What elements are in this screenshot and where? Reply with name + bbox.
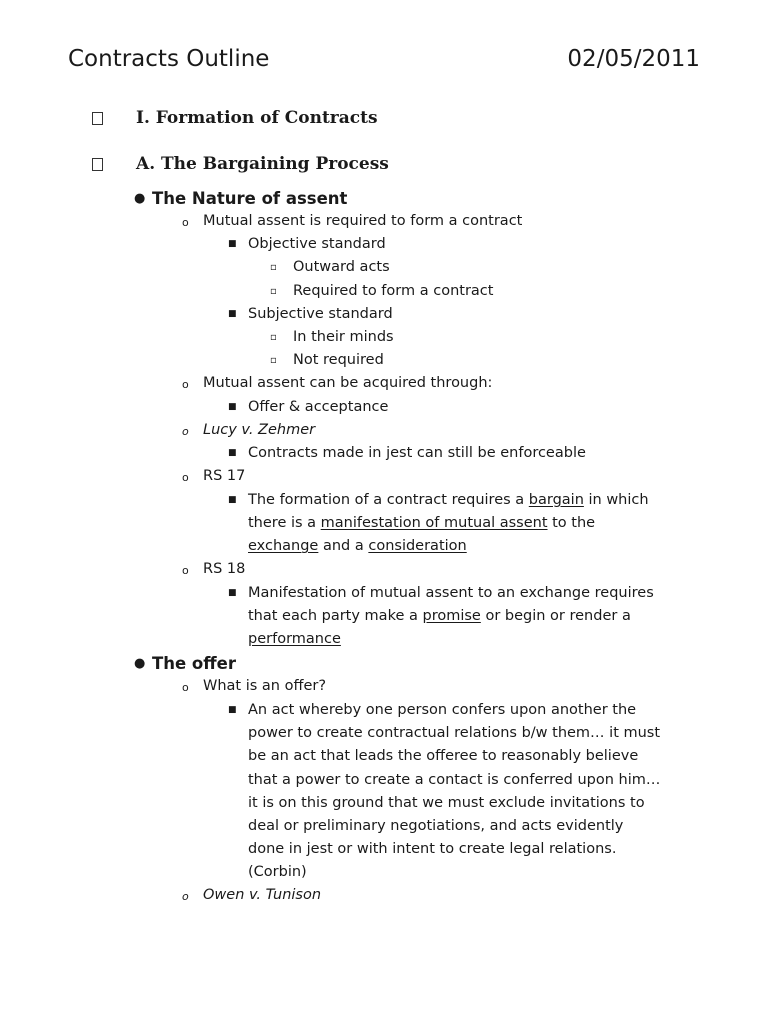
outline-item: o What is an offer? [182, 675, 326, 699]
checkbox-icon [92, 112, 103, 125]
section-heading-bargaining: A. The Bargaining Process [90, 154, 389, 174]
outline-item: o Mutual assent can be acquired through: [182, 372, 492, 396]
section-heading-formation: I. Formation of Contracts [90, 108, 378, 128]
bullet-disc-icon: ● [134, 656, 146, 671]
bullet-circle-icon: o [182, 216, 189, 229]
outline-item-offer-definition: ■ An act whereby one person confers upon another the power to create contractual relations b/w them… it must be an act that leads the offeree to reasonably believe that a power to create a contact is conferred upon him… it is on this ground that we must exclude invitations to deal or preliminary negotiations, and acts evidently done in jest or with intent to create legal relations. (Corbin) [228, 699, 660, 885]
outline-item-rs17-definition: ■ The formation of a contract requires a bargain in which there is a manifestation of mutual assent to the exchange and a consideration [228, 489, 649, 559]
bullet-hollow-square-icon: ▫ [270, 355, 277, 366]
outline-item: ▫ Not required [270, 349, 384, 372]
term-manifestation: manifestation of mutual assent [320, 515, 548, 532]
bullet-square-icon: ■ [228, 448, 237, 458]
term-exchange: exchange [248, 538, 319, 555]
bullet-hollow-square-icon: ▫ [270, 332, 277, 343]
document-date: 02/05/2011 [567, 46, 700, 72]
outline-item: ▫ Required to form a contract [270, 280, 493, 303]
outline-heading-nature: ● The Nature of assent [134, 187, 347, 210]
document-title: Contracts Outline [68, 46, 270, 72]
outline-heading-offer: ● The offer [134, 652, 236, 675]
outline-item: o Mutual assent is required to form a contract [182, 210, 522, 234]
bullet-circle-icon: o [182, 681, 189, 694]
bullet-circle-icon: o [182, 471, 189, 484]
bullet-circle-icon: o [182, 564, 189, 577]
checkbox-icon [92, 158, 103, 171]
bullet-square-icon: ■ [228, 705, 237, 715]
term-bargain: bargain [528, 492, 584, 508]
bullet-square-icon: ■ [228, 495, 237, 505]
outline-item: ▫ Outward acts [270, 256, 390, 279]
bullet-hollow-square-icon: ▫ [270, 286, 277, 297]
outline-item: o Owen v. Tunison [182, 884, 321, 908]
bullet-square-icon: ■ [228, 239, 237, 249]
outline-item: ■ Offer & acceptance [228, 396, 388, 419]
bullet-square-icon: ■ [228, 309, 237, 319]
term-promise: promise [422, 608, 481, 625]
bullet-disc-icon: ● [134, 191, 146, 206]
outline-item: o RS 17 [182, 465, 245, 489]
bullet-circle-icon: o [182, 378, 189, 391]
bullet-circle-icon: o [182, 890, 189, 903]
outline-item: ■ Contracts made in jest can still be enforceable [228, 442, 586, 465]
term-consideration: consideration [368, 538, 467, 555]
outline-item-rs18-definition: ■ Manifestation of mutual assent to an exchange requires that each party make a promise or begin or render a performance [228, 582, 654, 652]
outline-item: ▫ In their minds [270, 326, 394, 349]
outline-item: o Lucy v. Zehmer [182, 419, 315, 443]
bullet-square-icon: ■ [228, 588, 237, 598]
bullet-circle-icon: o [182, 425, 189, 438]
outline-item: ■ Subjective standard [228, 303, 393, 326]
bullet-square-icon: ■ [228, 402, 237, 412]
term-performance: performance [248, 631, 341, 648]
outline-item: ■ Objective standard [228, 233, 386, 256]
bullet-hollow-square-icon: ▫ [270, 262, 277, 273]
outline-item: o RS 18 [182, 558, 245, 582]
